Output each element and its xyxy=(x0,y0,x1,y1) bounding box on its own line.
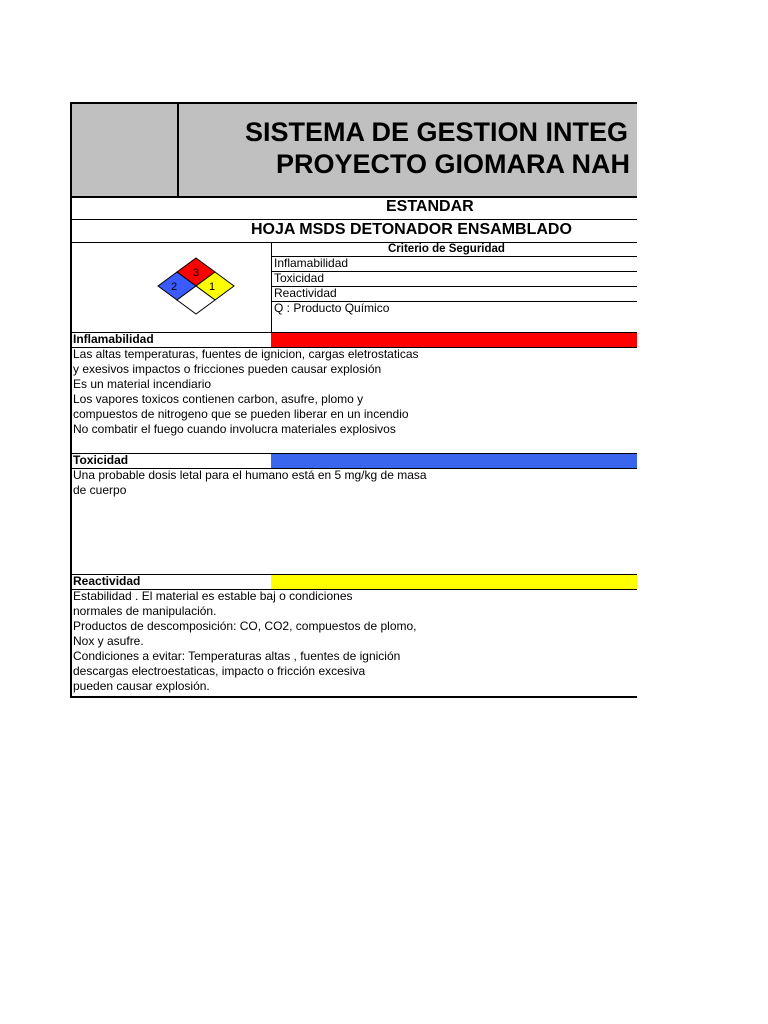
inflamabilidad-label: Inflamabilidad xyxy=(73,332,154,346)
inflamabilidad-line: y exesivos impactos o fricciones pueden causar explosión xyxy=(73,362,382,376)
safety-heading: Criterio de Seguridad xyxy=(388,243,505,255)
safety-row-reactividad: Reactividad xyxy=(274,286,337,300)
sheet-title-line xyxy=(70,242,637,243)
reactividad-line: Estabilidad . El material es estable baj o condiciones xyxy=(73,589,353,603)
inflamabilidad-line: Las altas temperaturas, fuentes de ignicion, cargas eletrostaticas xyxy=(73,347,419,361)
reactividad-text xyxy=(73,589,417,694)
reactividad-line: pueden causar explosión. xyxy=(73,679,210,693)
safety-row-producto-quimico: Q : Producto Químico xyxy=(274,301,390,315)
reactividad-label: Reactividad xyxy=(73,574,141,588)
safety-row-toxicidad: Toxicidad xyxy=(274,271,325,285)
border-top xyxy=(70,102,637,104)
safety-row-inflamabilidad: Inflamabilidad xyxy=(274,256,349,270)
border-left xyxy=(70,102,72,698)
toxicidad-line: de cuerpo xyxy=(73,483,127,497)
diamond-right-value: 1 xyxy=(209,281,216,293)
diamond-top-value: 3 xyxy=(193,267,200,279)
reactividad-line: Condiciones a evitar: Temperaturas altas , fuentes de ignición xyxy=(73,649,401,663)
inflamabilidad-text xyxy=(73,347,419,437)
border-bottom xyxy=(70,696,637,698)
diamond-left-value: 2 xyxy=(171,281,178,293)
sheet-title: HOJA MSDS DETONADOR ENSAMBLADO xyxy=(251,221,572,238)
reactividad-line: descargas electroestaticas, impacto o fricción excesiva xyxy=(73,664,366,678)
inflamabilidad-color-bar xyxy=(271,333,637,347)
inflamabilidad-line: Los vapores toxicos contienen carbon, asufre, plomo y xyxy=(73,392,364,406)
reactividad-line: normales de manipulación. xyxy=(73,604,217,618)
standard-row-line xyxy=(70,219,637,220)
toxicidad-label: Toxicidad xyxy=(73,453,129,467)
reactividad-line: Nox y asufre. xyxy=(73,634,144,648)
header-bottom-line xyxy=(70,196,637,198)
inflamabilidad-line: compuestos de nitrogeno que se pueden liberar en un incendio xyxy=(73,407,409,421)
inflamabilidad-line: Es un material incendiario xyxy=(73,377,212,391)
toxicidad-color-bar xyxy=(271,454,637,468)
header-title-line2: PROYECTO GIOMARA NAH xyxy=(276,149,631,179)
standard-label: ESTANDAR xyxy=(386,198,474,215)
toxicidad-text xyxy=(73,468,427,498)
inflamabilidad-line: No combatir el fuego cuando involucra materiales explosivos xyxy=(73,422,396,436)
toxicidad-line: Una probable dosis letal para el humano está en 5 mg/kg de masa xyxy=(73,468,427,482)
header-title-line1: SISTEMA DE GESTION INTEG xyxy=(245,117,629,147)
reactividad-color-bar xyxy=(271,575,637,589)
reactividad-line: Productos de descomposición: CO, CO2, compuestos de plomo, xyxy=(73,619,417,633)
safety-line-2 xyxy=(271,271,637,272)
logo-cell-divider xyxy=(177,102,179,198)
nfpa-diamond-icon xyxy=(157,257,237,317)
